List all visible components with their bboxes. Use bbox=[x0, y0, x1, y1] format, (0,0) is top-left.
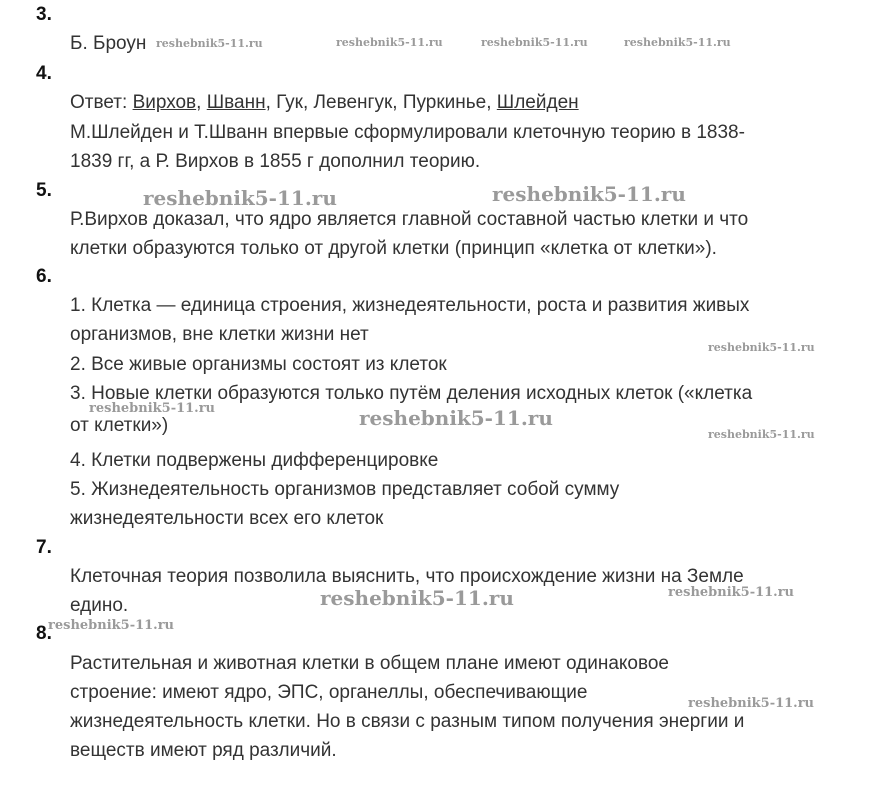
answer-line: 5. Жизнедеятельность организмов представляет собой сумму bbox=[70, 479, 620, 500]
watermark: reshebnik5-11.ru bbox=[336, 36, 443, 49]
answer-line: М.Шлейден и Т.Шванн впервые сформулировали клеточную теорию в 1838- bbox=[70, 122, 745, 143]
scientist-name: Вирхов bbox=[132, 92, 197, 113]
item-number: 4. bbox=[36, 63, 52, 84]
watermark: reshebnik5-11.ru bbox=[359, 406, 553, 430]
item-number: 8. bbox=[36, 623, 52, 644]
watermark: reshebnik5-11.ru bbox=[320, 586, 514, 610]
answer-line: едино. bbox=[70, 595, 129, 616]
item-number: 5. bbox=[36, 180, 52, 201]
answer-line: Клеточная теория позволила выяснить, что происхождение жизни на Земле bbox=[70, 566, 744, 587]
answer-line: клетки образуются только от другой клетки (принцип «клетка от клетки»). bbox=[70, 238, 717, 259]
answer-line: 2. Все живые организмы состоят из клеток bbox=[70, 354, 447, 375]
watermark: reshebnik5-11.ru bbox=[89, 401, 216, 416]
answer-line: Р.Вирхов доказал, что ядро является главной составной частью клетки и что bbox=[70, 209, 749, 230]
watermark: reshebnik5-11.ru bbox=[624, 36, 731, 49]
scientist-name: Шванн bbox=[206, 92, 266, 113]
scientist-name: Гук bbox=[276, 92, 303, 113]
watermark: reshebnik5-11.ru bbox=[688, 696, 815, 711]
scientist-name: Левенгук bbox=[313, 92, 393, 113]
item-number: 7. bbox=[36, 537, 52, 558]
answer-line: 3. Новые клетки образуются только путём деления исходных клеток («клетка bbox=[70, 383, 753, 404]
watermark: reshebnik5-11.ru bbox=[48, 618, 175, 633]
answer-line: строение: имеют ядро, ЭПС, органеллы, обеспечивающие bbox=[70, 682, 588, 703]
answer-line: 1839 гг, а Р. Вирхов в 1855 г дополнил теорию. bbox=[70, 151, 481, 172]
watermark: reshebnik5-11.ru bbox=[668, 585, 795, 600]
scientist-name: Пуркинье bbox=[402, 92, 487, 113]
item-number: 6. bbox=[36, 266, 52, 287]
answer-line: жизнедеятельность клетки. Но в связи с разным типом получения энергии и bbox=[70, 711, 745, 732]
watermark: reshebnik5-11.ru bbox=[156, 37, 263, 50]
answer-line: 1. Клетка — единица строения, жизнедеятельности, роста и развития живых bbox=[70, 295, 750, 316]
answer-line: от клетки») bbox=[70, 415, 169, 436]
scientist-name: Шлейден bbox=[496, 92, 579, 113]
watermark: reshebnik5-11.ru bbox=[492, 182, 686, 206]
answer-line: веществ имеют ряд различий. bbox=[70, 740, 337, 761]
watermark: reshebnik5-11.ru bbox=[708, 428, 815, 441]
answer-names-line: Ответ: Вирхов, Шванн, Гук, Левенгук, Пуркинье, Шлейден bbox=[70, 92, 579, 113]
watermark: reshebnik5-11.ru bbox=[708, 341, 815, 354]
answer-line: организмов, вне клетки жизни нет bbox=[70, 324, 369, 345]
answer-line: жизнедеятельности всех его клеток bbox=[70, 508, 384, 529]
watermark: reshebnik5-11.ru bbox=[481, 36, 588, 49]
item-number: 3. bbox=[36, 4, 52, 25]
answer-line: Растительная и животная клетки в общем плане имеют одинаковое bbox=[70, 653, 669, 674]
answer-line: Б. Броун bbox=[70, 33, 147, 54]
watermark: reshebnik5-11.ru bbox=[143, 186, 337, 210]
answer-line: 4. Клетки подвержены дифференцировке bbox=[70, 450, 439, 471]
answer-prefix: Ответ: bbox=[70, 92, 133, 113]
